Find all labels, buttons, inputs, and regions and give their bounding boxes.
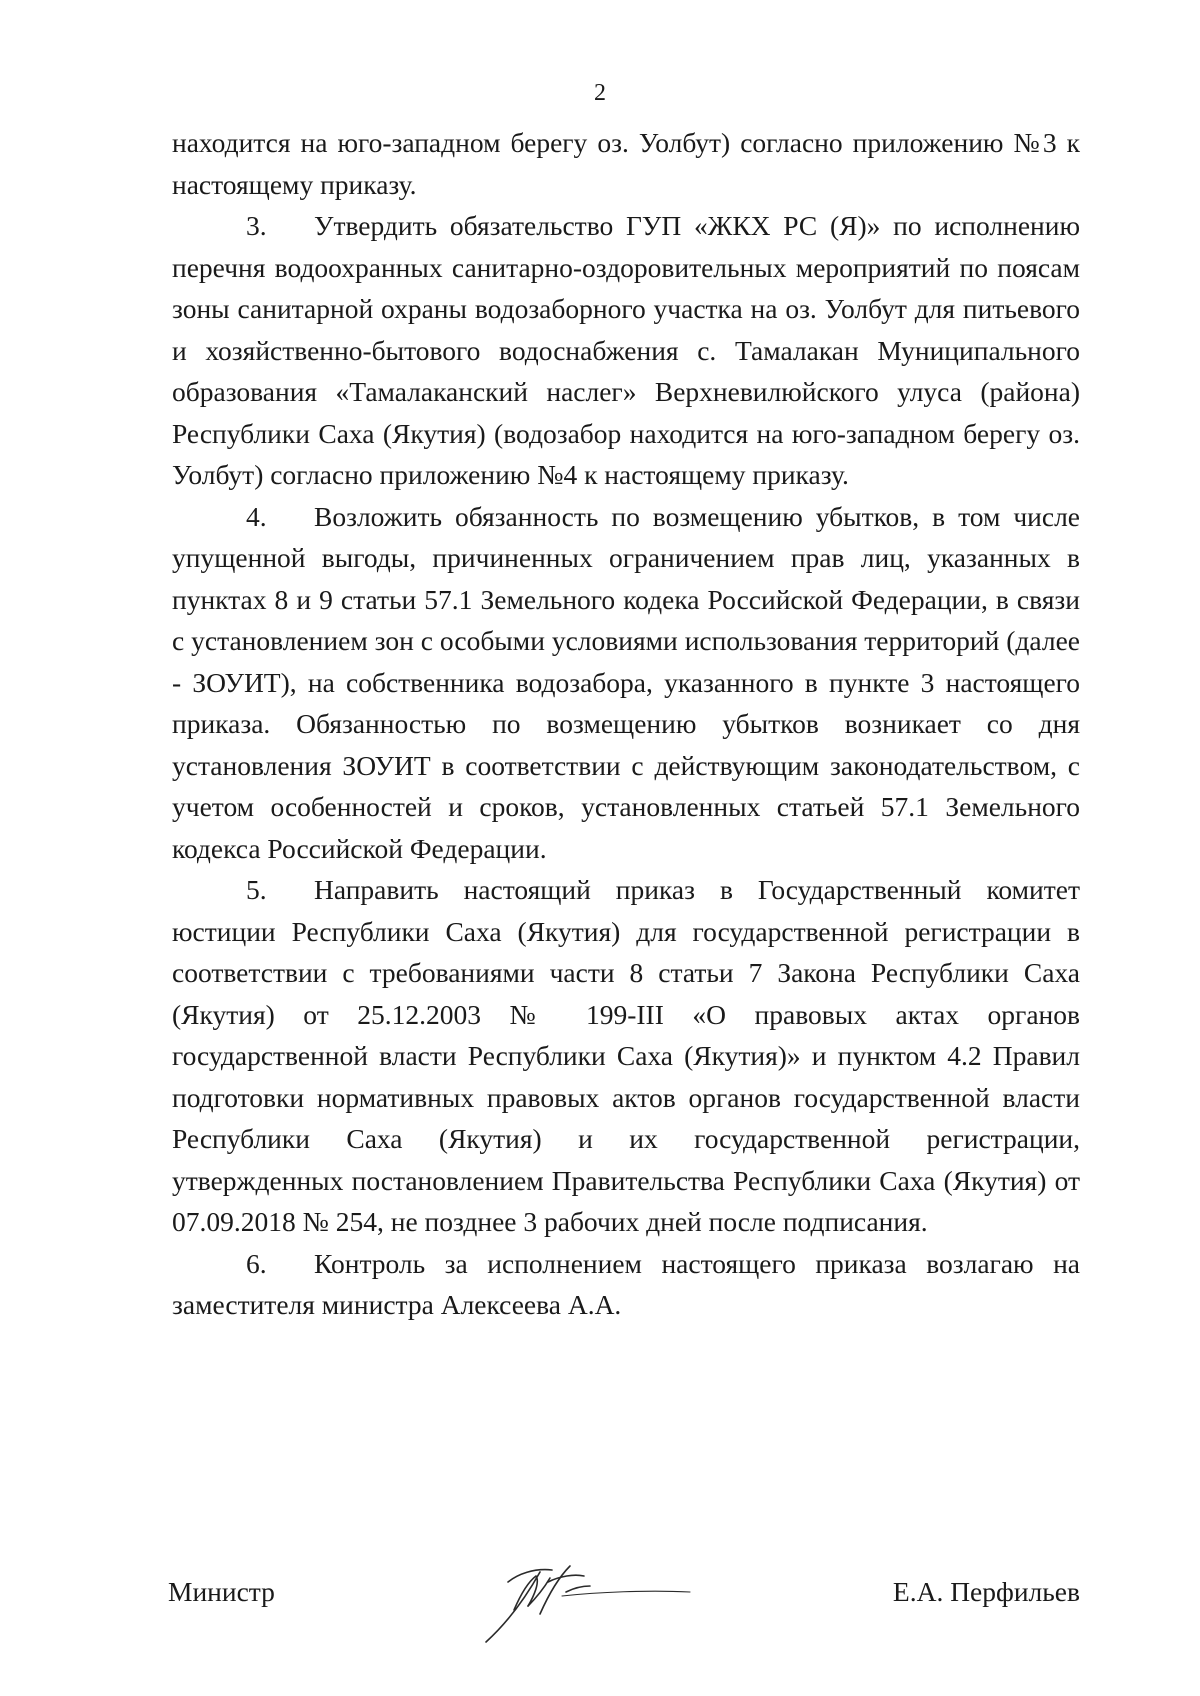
item-number: 3.: [246, 210, 267, 241]
signature-block: [168, 1576, 1080, 1676]
page-number: 2: [594, 80, 606, 106]
list-item-4: [172, 496, 1080, 870]
signatory-name: Е.А. Перфильев: [892, 1576, 1080, 1607]
item-number: 5.: [246, 874, 267, 905]
list-item-5: [172, 869, 1080, 1243]
paragraph-text: Контроль за исполнением настоящего приказа возлагаю на заместителя министра Алексеева А.А.: [172, 1247, 1080, 1320]
paragraph-text: Утвердить обязательство ГУП «ЖКХ РС (Я)» по исполнению перечня водоохранных санитарно-оздоровительных мероприятий по поясам зоны санитарной охраны водозаборного участка на оз. Уолбут для питьевого и хозяйственно-бытового водоснабжения с. Тамалакан Муниципального образования «Тамалаканский наслег» Верхневилюйского улуса (района) Республики Саха (Якутия) (водозабор находится на юго-западном берегу оз. Уолбут) согласно приложению №4 к настоящему приказу.: [172, 210, 1080, 490]
paragraph-text: находится на юго-западном берегу оз. Уолбут) согласно приложению №3 к настоящему приказу.: [172, 127, 1080, 200]
document-body: [172, 122, 1080, 1326]
paragraph-text: Направить настоящий приказ в Государственный комитет юстиции Республики Саха (Якутия) для государственной регистрации в соответствии с требованиями части 8 статьи 7 Закона Республики Саха (Якутия) от 25.12.2003 № 199-III «О правовых актах органов государственной власти Республики Саха (Якутия)» и пунктом 4.2 Правил подготовки нормативных правовых актов органов государственной власти Республики Саха (Якутия) и их государственной регистрации, утвержденных постановлением Правительства Республики Саха (Якутия) от 07.09.2018 № 254, не позднее 3 рабочих дней после подписания.: [172, 874, 1080, 1237]
paragraph-text: Возложить обязанность по возмещению убытков, в том числе упущенной выгоды, причиненных ограничением прав лиц, указанных в пунктах 8 и 9 статьи 57.1 Земельного кодека Российской Федерации, в связи с установлением зон с особыми условиями использования территорий (далее - ЗОУИТ), на собственника водозабора, указанного в пункте 3 настоящего приказа. Обязанностью по возмещению убытков возникает со дня установления ЗОУИТ в соответствии с действующим законодательством, с учетом особенностей и сроков, установленных статьей 57.1 Земельного кодекса Российской Федерации.: [172, 500, 1080, 864]
item-number: 4.: [246, 500, 267, 532]
list-item-3: [172, 205, 1080, 496]
list-item-6: [172, 1243, 1080, 1326]
signatory-title: Министр: [168, 1576, 275, 1607]
paragraph-continuation: [172, 122, 1080, 205]
handwritten-signature: [478, 1552, 698, 1652]
item-number: 6.: [246, 1247, 267, 1279]
